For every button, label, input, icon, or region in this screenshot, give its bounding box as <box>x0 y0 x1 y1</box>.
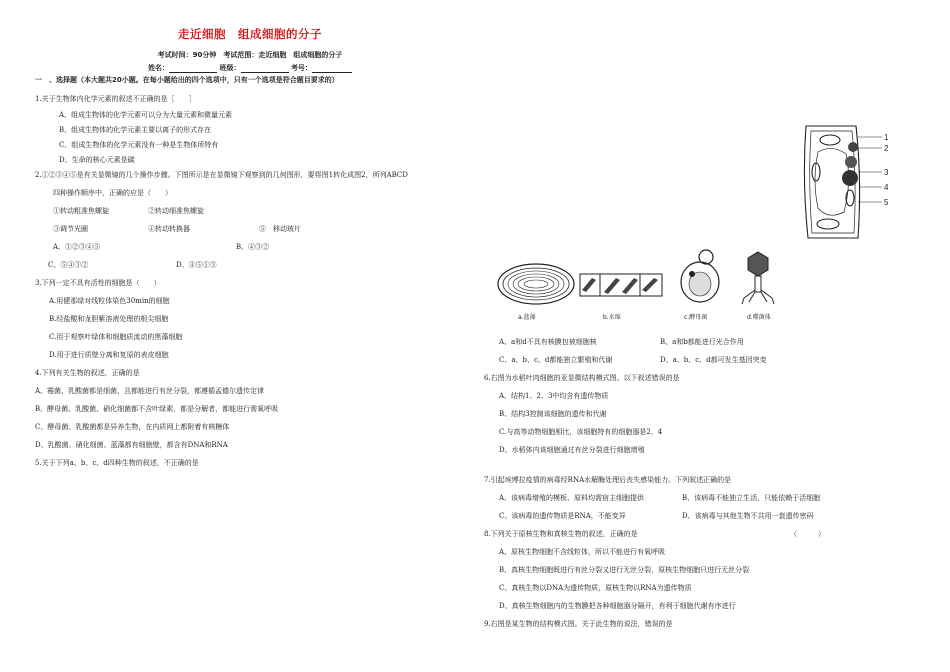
q1-option-b: B、组成生物体的化学元素主要以离子的形式存在 <box>59 126 212 134</box>
q2-step-5: ⑤ 移动玻片 <box>259 225 301 233</box>
chloroplast-bottom <box>817 219 839 229</box>
q4-option-a: A、霉菌、乳酸菌都是细菌，且都能进行有丝分裂，都遵循孟德尔遗传定律 <box>35 387 265 395</box>
caption-b: b.水绵 <box>603 314 621 321</box>
q8-option-c: C、真核生物以DNA为遗传物质，原核生物以RNA为遗传物质 <box>499 584 692 592</box>
bacteriophage-figure <box>738 250 778 306</box>
q3-option-c: C.用于观察叶绿体和细胞质流动的黑藻细胞 <box>49 333 183 341</box>
class-label: 班级： <box>219 64 241 72</box>
q3-option-b: B.经盐酸和龙胆紫溶液处理的根尖细胞 <box>49 315 169 323</box>
q8-answer-paren: （ ） <box>790 530 825 538</box>
nucleus <box>842 170 858 186</box>
exam-no-field[interactable] <box>312 65 352 73</box>
cell-label-5: 5 <box>884 198 889 207</box>
q6-option-c: C.与高等动物细胞相比，该细胞特有的细胞器是2、4 <box>499 428 663 436</box>
cell-label-3: 3 <box>884 168 889 177</box>
section-heading: 一 、选择题（本大题共20小题。在每小题给出的四个选项中，只有一个选项是符合题目要求的） <box>35 76 339 84</box>
q1-option-d: D、生命的核心元素是碳 <box>59 156 135 164</box>
q4-option-c: C、酵母菌、乳酸菌都是异养生物，在内质网上都附着有核糖体 <box>35 423 230 431</box>
question-7: 7.引起埃博拉疫情的病毒经RNA水解酶处理后丧失感染能力。下列叙述正确的是 <box>484 476 732 484</box>
q1-option-a: A、组成生物体的化学元素可以分为大量元素和微量元素 <box>59 111 233 119</box>
plant-cell-diagram <box>796 120 896 244</box>
yeast-figure <box>678 248 722 304</box>
exam-no-label: 考号： <box>290 64 312 72</box>
question-3: 3.下列一定不具有活性的细胞是（ ） <box>35 279 161 287</box>
page-title: 走近细胞 组成细胞的分子 <box>178 27 322 41</box>
name-field[interactable] <box>169 65 217 73</box>
q2-option-a: A、①②③④⑤ <box>53 243 101 251</box>
question-9: 9.右图是某生物的结构模式图。关于此生物的说法，错误的是 <box>484 620 673 628</box>
q5-option-b: B、a和b都能进行光合作用 <box>660 338 744 346</box>
chloroplast-top <box>820 135 840 145</box>
exam-meta: 考试时间：90分钟 考试范围：走近细胞 组成细胞的分子 <box>157 51 343 59</box>
q8-option-d: D、真核生物细胞内的生物膜把各种细胞器分隔开，有利于细胞代谢有序进行 <box>499 602 736 610</box>
q2-option-b: B、④③② <box>236 243 270 251</box>
cell-label-2: 2 <box>884 144 889 153</box>
q2-step-4: ④转动转换器 <box>148 225 190 233</box>
question-6: 6.右图为水稻叶肉细胞的亚显微结构模式图。以下叙述错误的是 <box>484 374 680 382</box>
question-2-cont: 四种操作顺序中，正确的应是（ ） <box>53 189 172 197</box>
cell-label-4: 4 <box>884 183 889 192</box>
q1-option-c: C、组成生物体的化学元素没有一种是生物体所特有 <box>59 141 219 149</box>
name-label: 姓名： <box>148 64 170 72</box>
q6-option-b: B、结构3控制该细胞的遗传和代谢 <box>499 410 607 418</box>
spirogyra-figure <box>578 270 664 300</box>
q6-option-a: A、结构1、2、3中均含有遗传物质 <box>499 392 609 400</box>
question-2: 2.①②③④⑤是有关显微镜的几个操作步骤。下图所示是在显微镜下观察到的几何图形，要将图1转化成图2，所列ABCD <box>35 171 408 179</box>
q2-step-3: ③调节光圈 <box>53 225 88 233</box>
q5-option-a: A、a和d不具有核膜包被细胞核 <box>499 338 597 346</box>
question-5: 5.关于下列a、b、c、d四种生物的叙述，不正确的是 <box>35 459 199 467</box>
q7-option-d: D、该病毒与其他生物不共用一套遗传密码 <box>682 512 814 520</box>
organelle-2 <box>845 156 857 168</box>
q2-step-1: ①转动粗准焦螺旋 <box>53 207 109 215</box>
q2-option-c: C、⑤④③② <box>48 261 89 269</box>
q7-option-b: B、该病毒不能独立生活，只能依赖于活细胞 <box>682 494 821 502</box>
q3-option-a: A.用健那绿对线粒体染色30min的细胞 <box>49 297 170 305</box>
question-1: 1.关于生物体内化学元素的叙述不正确的是［ ］ <box>35 95 196 103</box>
question-8: 8.下列关于原核生物和真核生物的叙述，正确的是 <box>484 530 638 538</box>
student-info-line <box>0 63 500 73</box>
q3-option-d: D.用于进行质壁分离和复原的表皮细胞 <box>49 351 169 359</box>
q8-option-a: A、原核生物细胞不含线粒体，所以不能进行有氧呼吸 <box>499 548 666 556</box>
q8-option-b: B、真核生物细胞既进行有丝分裂又进行无丝分裂，原核生物细胞只进行无丝分裂 <box>499 566 750 574</box>
cell-label-1: 1 <box>884 133 889 142</box>
q5-option-c: C、a、b、c、d都能独立繁殖和代谢 <box>499 356 613 364</box>
q4-option-b: B、酵母菌、乳酸菌、硝化细菌都不含叶绿素，都是分解者，都能进行需氧呼吸 <box>35 405 279 413</box>
organelle-1 <box>848 142 858 152</box>
question-4: 4.下列有关生物的叙述，正确的是 <box>35 369 140 377</box>
q7-option-a: A、该病毒增殖的模板、原料均需宿主细胞提供 <box>499 494 645 502</box>
q6-option-d: D、水稻体内该细胞通过有丝分裂进行细胞增殖 <box>499 446 645 454</box>
blue-algae-figure <box>496 262 576 306</box>
q4-option-d: D、乳酸菌、硝化细菌、蓝藻都有细胞壁，都含有DNA和RNA <box>35 441 228 449</box>
caption-d: d.噬菌体 <box>747 314 771 321</box>
q7-option-c: C、该病毒的遗传物质是RNA，不能变异 <box>499 512 626 520</box>
q2-step-2: ②转动细准焦螺旋 <box>148 207 204 215</box>
q2-option-d: D、④⑤①③ <box>176 261 217 269</box>
caption-c: c.酵母菌 <box>684 314 708 321</box>
class-field[interactable] <box>241 65 289 73</box>
caption-a: a.蓝藻 <box>518 314 536 321</box>
q5-option-d: D、a、b、c、d都可发生基因突变 <box>660 356 767 364</box>
